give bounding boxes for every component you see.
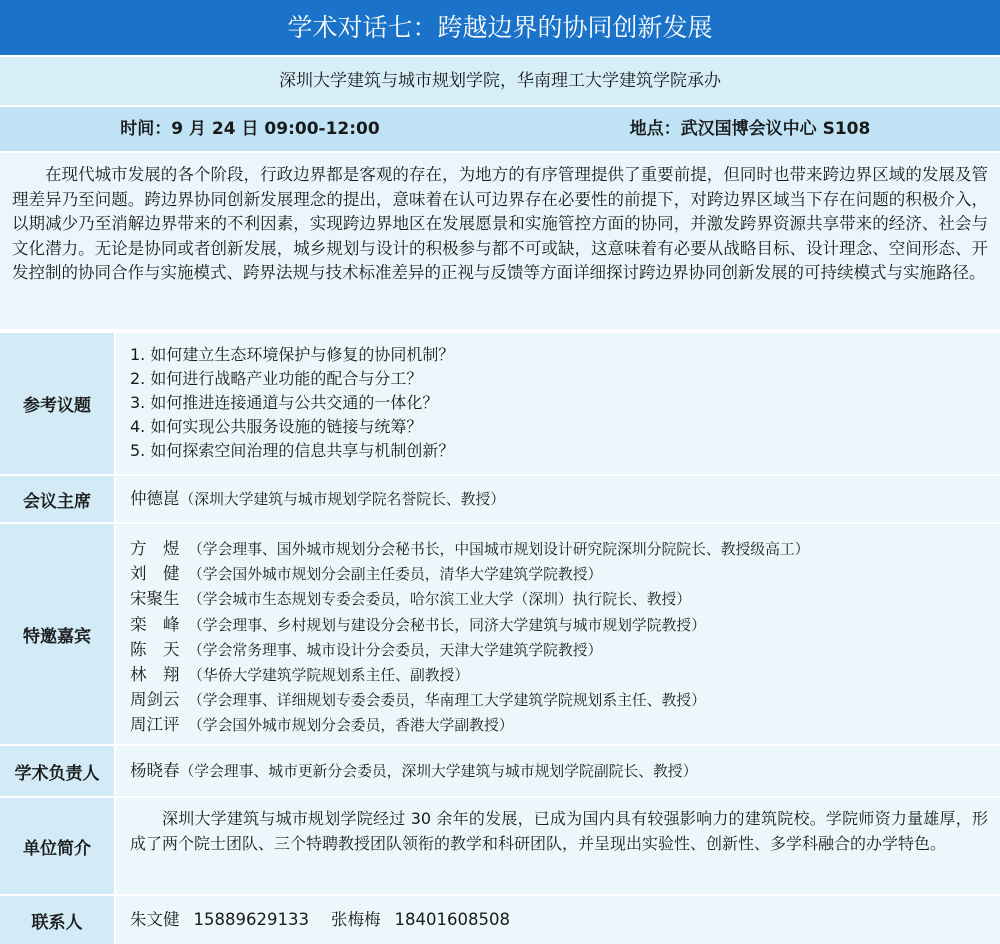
lead-name: 杨晓春	[130, 761, 180, 780]
guest-name: 周江评	[130, 715, 180, 735]
chair-info: （深圳大学建筑与城市规划学院名誉院长、教授）	[179, 491, 506, 508]
guest-item	[130, 688, 1000, 713]
guest-item	[130, 663, 1000, 688]
chair-label: 会议主席	[0, 476, 116, 522]
lead-content	[116, 746, 1000, 796]
time-place-bar	[0, 107, 1000, 153]
unit-row	[0, 798, 1000, 896]
guest-item	[130, 562, 1000, 587]
session-time: 时间：9 月 24 日 09:00-12:00	[120, 119, 380, 139]
chair-name: 仲德崑	[130, 489, 180, 508]
contact-person: 张梅梅	[330, 910, 381, 929]
topic-item: 4. 如何实现公共服务设施的链接与统筹？	[130, 417, 423, 436]
lead-row	[0, 746, 1000, 798]
topic-item: 2. 如何进行战略产业功能的配合与分工？	[130, 369, 423, 388]
guests-list	[116, 524, 1000, 744]
guest-name: 周剑云	[130, 690, 180, 710]
contact-phone: 15889629133	[193, 910, 309, 929]
guest-name: 林 翔	[130, 665, 180, 685]
guest-item	[130, 638, 1000, 663]
guest-info: （学会理事、乡村规划与建设分会秘书长，同济大学建筑与城市规划学院教授）	[188, 616, 706, 634]
topics-row	[0, 333, 1000, 476]
guest-info: （学会常务理事、城市设计分会委员，天津大学建筑学院教授）	[188, 641, 603, 659]
organizer-line: 深圳大学建筑与城市规划学院，华南理工大学建筑学院承办	[0, 57, 1000, 107]
lead-label: 学术负责人	[0, 746, 116, 796]
guest-info: （华侨大学建筑学院规划系主任、副教授）	[188, 667, 470, 685]
chair-row	[0, 476, 1000, 524]
guest-item	[130, 537, 1000, 562]
chair-content	[116, 476, 1000, 522]
guests-row	[0, 524, 1000, 746]
guest-item	[130, 713, 1000, 738]
guest-info: （学会国外城市规划分会委员，香港大学副教授）	[188, 717, 514, 735]
intro-section	[0, 153, 1000, 331]
topics-label: 参考议题	[0, 333, 116, 474]
session-place: 地点：武汉国博会议中心 S108	[629, 119, 871, 139]
guest-item	[130, 587, 1000, 612]
guest-name: 陈 天	[130, 639, 180, 659]
guest-name: 宋聚生	[130, 589, 180, 609]
guest-name: 栾 峰	[130, 614, 180, 634]
topic-item: 1. 如何建立生态环境保护与修复的协同机制？	[130, 345, 455, 364]
guest-info: （学会国外城市规划分会副主任委员，清华大学建筑学院教授）	[188, 566, 603, 584]
guests-label: 特邀嘉宾	[0, 524, 116, 744]
intro-paragraph: 在现代城市发展的各个阶段，行政边界都是客观的存在，为地方的有序管理提供了重要前提，但同时也带来跨边界区域的发展及管理差异乃至问题。跨边界协同创新发展理念的提出，意味着在认可边界存在必要性的前提下，对跨边界区域当下存在问题的积极介入，以期减少乃至消解边界带来的不利因素，实现跨边界地区在发展愿景和实施管控方面的协同，并激发跨界资源共享带来的经济、社会与文化潜力。无论是协同或者创新发展，城乡规划与设计的积极参与都不可或缺，这意味着有必要从战略目标、设计理念、空间形态、开发控制的协同合作与实施模式、跨界法规与技术标准差异的正视与反馈等方面详细探讨跨边界协同创新发展的可持续模式与实施路径。	[12, 165, 988, 282]
unit-label: 单位简介	[0, 798, 116, 894]
guest-info: （学会理事、国外城市规划分会秘书长，中国城市规划设计研究院深圳分院院长、教授级高工）	[188, 541, 810, 558]
guest-name: 方 煜	[130, 539, 180, 558]
contact-content	[116, 896, 1000, 944]
contact-phone: 18401608508	[394, 910, 510, 929]
contact-row	[0, 896, 1000, 944]
session-title: 学术对话七：跨越边界的协同创新发展	[0, 0, 1000, 55]
guest-info: （学会理事、详细规划专委会委员，华南理工大学建筑学院规划系主任、教授）	[188, 692, 706, 710]
topics-list	[116, 333, 1000, 474]
unit-paragraph: 深圳大学建筑与城市规划学院经过 30 余年的发展，已成为国内具有较强影响力的建筑院校。学院师资力量雄厚，形成了两个院士团队、三个特聘教授团队领衔的教学和科研团队，并呈现出实验性、创新性、多学科融合的办学特色。	[130, 809, 988, 853]
contact-label: 联系人	[0, 896, 116, 944]
contact-person: 朱文健	[130, 910, 180, 929]
unit-content	[116, 798, 1000, 894]
guest-item	[130, 613, 1000, 638]
guest-name: 刘 健	[130, 564, 180, 584]
lead-info: （学会理事、城市更新分会委员，深圳大学建筑与城市规划学院副院长、教授）	[179, 763, 698, 780]
topic-item: 3. 如何推进连接通道与公共交通的一体化？	[130, 393, 439, 412]
guest-info: （学会城市生态规划专委会委员，哈尔滨工业大学（深圳）执行院长、教授）	[188, 591, 692, 609]
topic-item: 5. 如何探索空间治理的信息共享与机制创新？	[130, 441, 455, 460]
